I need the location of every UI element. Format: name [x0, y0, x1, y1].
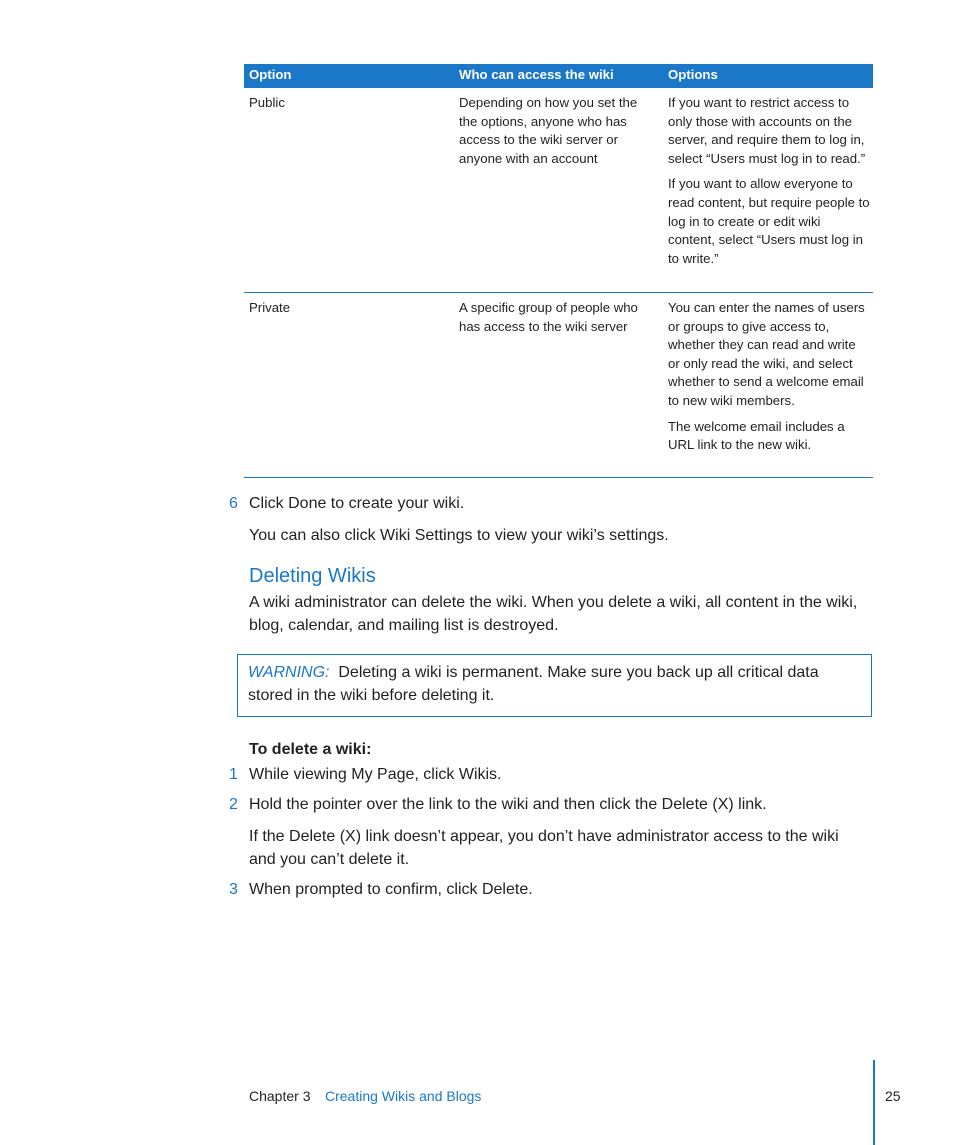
- warning-label: WARNING:: [248, 664, 330, 681]
- step-text: Hold the pointer over the link to the wiki and then click the Delete (X) link.: [249, 796, 767, 813]
- cell-options: [668, 94, 870, 268]
- step-number: 6: [229, 495, 238, 512]
- step-number: 1: [229, 766, 238, 783]
- step-text: Click Done to create your wiki.: [249, 495, 465, 512]
- header-who-can-access: Who can access the wiki: [459, 67, 614, 82]
- section-heading: Deleting Wikis: [249, 565, 376, 587]
- warning-text-block: [248, 661, 858, 707]
- option-note: The welcome email includes a URL link to the new wiki.: [668, 418, 845, 453]
- footer-divider: [873, 1060, 875, 1145]
- warning-text: Deleting a wiki is permanent. Make sure you back up all critical data stored in the wiki before deleting it.: [248, 664, 819, 704]
- page-number: 25: [885, 1088, 901, 1104]
- section-intro: A wiki administrator can delete the wiki. When you delete a wiki, all content in the wiki, blog, calendar, and mailing list is destroyed.: [249, 594, 858, 634]
- cell-option: Public: [249, 95, 285, 110]
- header-options: Options: [668, 67, 718, 82]
- step-text: When prompted to confirm, click Delete.: [249, 881, 533, 898]
- step-note: You can also click Wiki Settings to view your wiki’s settings.: [249, 527, 669, 544]
- table-row-public: [244, 88, 873, 293]
- footer-chapter: Chapter 3: [249, 1088, 311, 1104]
- header-option: Option: [249, 67, 292, 82]
- option-note: You can enter the names of users or groups to give access to, whether they can read and write or only read the wiki, and select whether to send a welcome email to new wiki members.: [668, 300, 865, 408]
- step-text: While viewing My Page, click Wikis.: [249, 766, 502, 783]
- cell-options: [668, 299, 870, 455]
- option-note: If you want to allow everyone to read content, but require people to log in to create or edit wiki content, select “Users must log in to write.”: [668, 176, 870, 266]
- step-number: 3: [229, 881, 238, 898]
- cell-access: Depending on how you set the the options, anyone who has access to the wiki server or anyone with an account: [459, 95, 638, 166]
- step-note: If the Delete (X) link doesn’t appear, you don’t have administrator access to the wiki and you can’t delete it.: [249, 828, 839, 868]
- option-note: If you want to restrict access to only those with accounts on the server, and require them to log in, select “Users must log in to read.”: [668, 95, 866, 166]
- table-header: [244, 64, 873, 88]
- table-row-private: [244, 293, 873, 478]
- options-table: [244, 64, 873, 478]
- step-number: 2: [229, 796, 238, 813]
- cell-option: Private: [249, 300, 291, 315]
- footer-chapter-title: Creating Wikis and Blogs: [325, 1088, 482, 1104]
- procedure-title: To delete a wiki:: [249, 741, 372, 758]
- cell-access: A specific group of people who has access to the wiki server: [459, 300, 638, 334]
